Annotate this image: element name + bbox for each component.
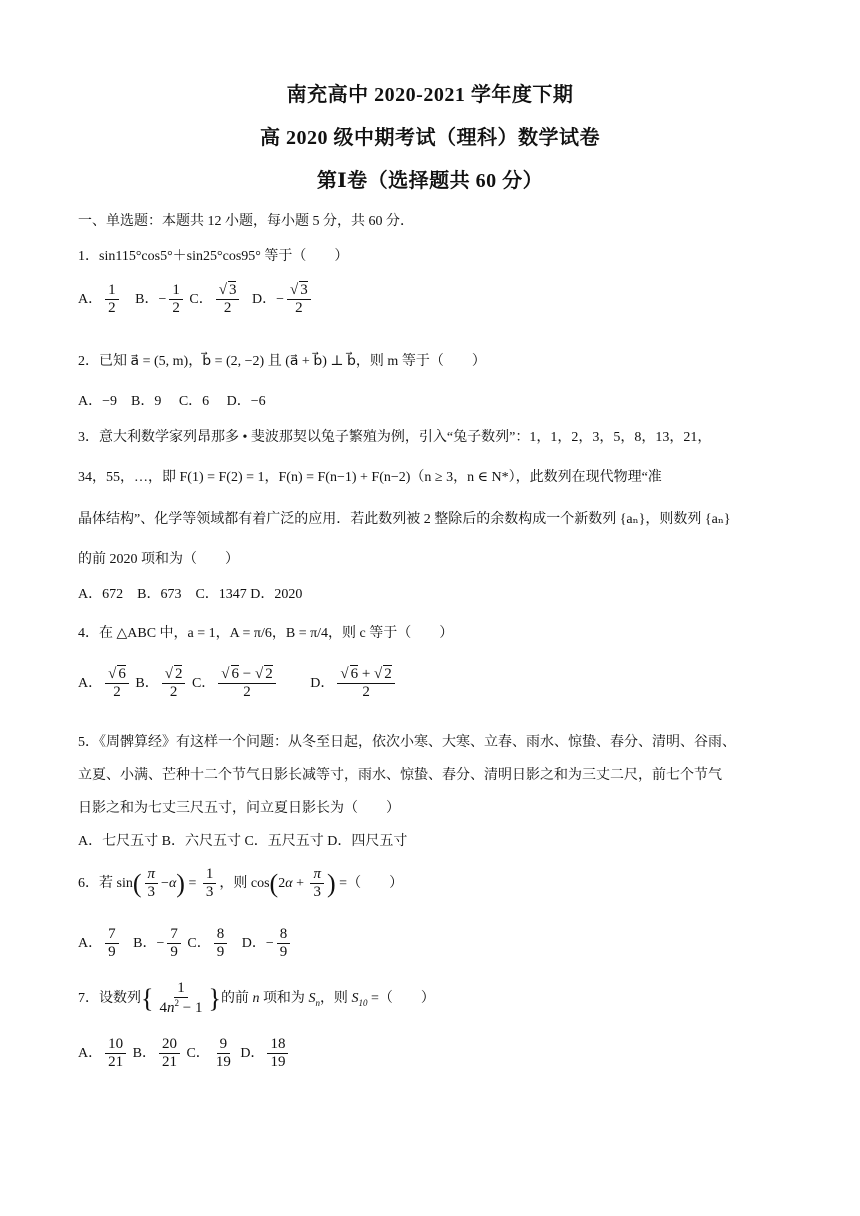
question-4-stem: 4．在 △ABC 中，a = 1，A = π/6，B = π/4，则 c 等于（ ） [78,626,454,641]
question-6-options: A． $\frac{7}{9}$ B．− $\frac{7}{9}$ C． $\frac{8}{9}$ D．− $\frac{8}{9}$ [78,926,293,962]
question-5-line-1: 5．《周髀算经》有这样一个问题：从冬至日起，依次小寒、大寒、立春、雨水、惊蛰、春分、清明、谷雨、 [78,735,736,750]
question-1-options: A． $\frac{1}{2}$ B．− $\frac{1}{2}$ C． $\frac{√ 3}{2}$ D．− $\frac{√ 3}{2}$ [78,282,314,318]
question-3-line-3: 晶体结构”、化学等领域都有着广泛的应用．若此数列被 2 整除后的余数构成一个新数列 {aₙ}，则数列 {aₙ} [78,512,731,527]
question-5-line-3: 日影之和为七丈三尺五寸，问立夏日影长为（ ） [78,801,400,816]
exam-school-title: 南充高中 2020-2021 学年度下期 [286,84,574,106]
question-7-options: A． $\frac{10}{21}$ B． $\frac{20}{21}$ C． $\frac{9}{19}$ D． $\frac{18}{19}$ [78,1036,291,1072]
question-5-options: A．七尺五寸 B．六尺五寸 C．五尺五寸 D．四尺五寸 [78,834,408,849]
question-2-stem: 2．已知 a⃗ = (5, m)，b⃗ = (2, −2) 且 (a⃗ + b⃗) ⊥ b⃗，则 m 等于（ ） [78,354,486,369]
question-3-line-2: 34，55，…，即 F(1) = F(2) = 1，F(n) = F(n−1) + F(n−2)（n ≥ 3，n ∈ N*），此数列在现代物理“准 [78,470,662,485]
exam-grade-title: 高 2020 级中期考试（理科）数学试卷 [260,127,600,149]
question-5-line-2: 立夏、小满、芒种十二个节气日影长减等寸，雨水、惊蛰、春分、清明日影之和为三丈二尺，前七个节气 [78,768,722,783]
question-4-options: A． $\frac{√ 6}{2}$ B． $\frac{√ 2}{2}$ C． $\frac{√ 6 - √ 2}{2}$ D． $\frac{√ 6 + √ 2}{2}$ [78,666,398,702]
section-heading: 一、单选题：本题共 12 小题，每小题 5 分，共 60 分． [78,214,414,229]
question-3-options: A．672 B．673 C．1347 D．2020 [78,587,303,602]
exam-section-title: 第Ⅰ卷（选择题共 60 分） [316,170,544,192]
question-3-line-4: 的前 2020 项和为（ ） [78,552,239,567]
question-2-options: A．−9 B．9 C．6 D．−6 [78,394,266,409]
question-3-line-1: 3．意大利数学家列昂那多 • 斐波那契以兔子繁殖为例，引入“兔子数列”：1，1，2，3，5，8，13，21， [78,430,712,445]
question-1-stem: 1．sin115°cos5°＋sin25°cos95° 等于（ ） [78,249,349,264]
question-6-stem: 6．若 sin( $\frac{\pi}{3}$ −α) = $\frac{1}{3}$ ，则 cos(2α + $\frac{\pi}{3}$ ) =（ ） [78,866,404,901]
question-7-stem: 7．设数列{ $\frac{1}{4n^2 - 1}$ }的前 n 项和为 $S_n$，则 $S_{10}$ =（ ） [78,980,435,1017]
